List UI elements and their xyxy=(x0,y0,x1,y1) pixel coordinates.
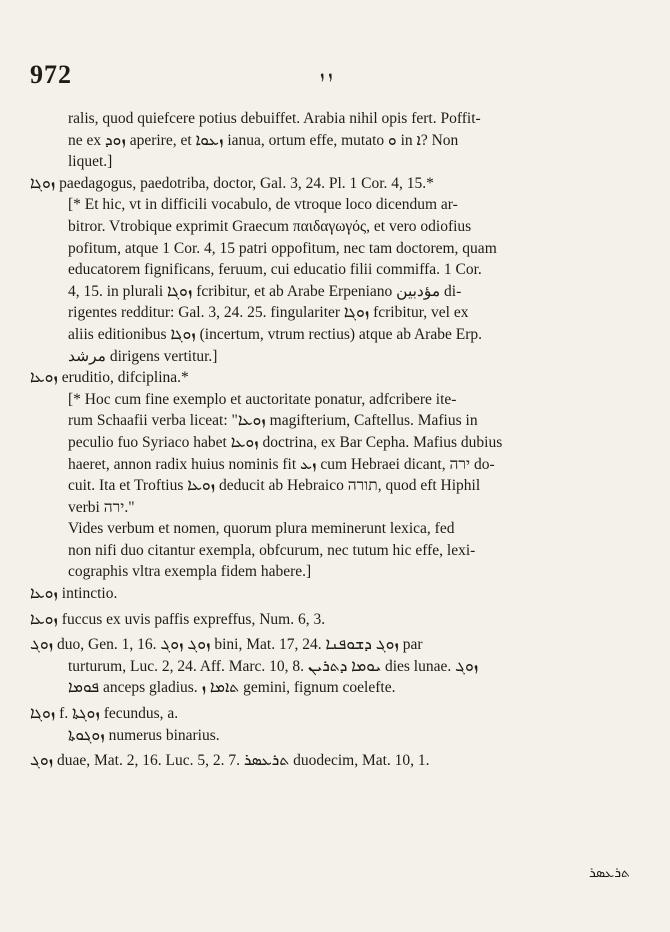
text-line: rum Schaafii verba liceat: "ܙܘܥܐ magifterium, Caftellus. Mafius in xyxy=(68,412,478,430)
page-number: 972 xyxy=(30,60,72,89)
text-line: ne ex ܙܘܕ aperire, et ܙܥܘܐ ianua, ortum effe, mutato ܘ in ܐ? Non xyxy=(68,131,459,149)
lexicon-entry: ܙܘܓܐ f. ܙܘܓܬܐ fecundus, a. xyxy=(30,705,179,723)
note-line: [* Et hic, vt in difficili vocabulo, de vtroque loco dicendum ar- xyxy=(68,196,458,214)
text-line: مرشد dirigens vertitur.] xyxy=(68,347,218,365)
text-line: aliis editionibus ܙܘܓܐ (incertum, vtrum rectius) atque ab Arabe Erp. xyxy=(68,325,482,343)
running-head: ܙ ܙ xyxy=(320,67,333,83)
note-line: [* Hoc cum fine exemplo et auctoritate ponatur, adfcribere ite- xyxy=(68,390,457,408)
text-line: bitror. Vtrobique exprimit Graecum παιδαγωγός, et vero odiofius xyxy=(68,217,472,235)
lexicon-entry: ܙܘܓ duo, Gen. 1, 16. ܙܘܓ ܙܘܓ bini, Mat. 17, 24. ܙܘܓ ܕܫܘܦܢܐ par xyxy=(30,636,423,654)
text-line: pofitum, atque 1 Cor. 4, 15 patri oppofitum, nec tam doctorem, quam xyxy=(68,239,497,257)
text-line: ralis, quod quiefcere potius debuiffet. Arabia nihil opis fert. Poffit- xyxy=(68,110,481,127)
text-line: educatorem fignificans, feruum, cui educatio filii commiffa. 1 Cor. xyxy=(68,261,482,279)
text-line: cuit. Ita et Troftius ܙܘܥܐ deducit ab Hebraico תורה, quod eft Hiphil xyxy=(68,477,481,495)
text-line: cographis vltra exempla fidem habere.] xyxy=(68,563,312,581)
lexicon-entry: ܙܘܓܐ paedagogus, paedotriba, doctor, Gal. 3, 24. Pl. 1 Cor. 4, 15.* xyxy=(30,174,434,192)
text-line: liquet.] xyxy=(68,153,113,171)
text-line: non nifi duo citantur exempla, obfcurum, nec tutum hic effe, lexi- xyxy=(68,541,476,559)
lexicon-entry: ܙܘܥܐ intinctio. xyxy=(30,585,118,603)
text-line: ܙܘܓܘܬܐ numerus binarius. xyxy=(68,726,220,744)
text-line: 4, 15. in plurali ܙܘܓܐ fcribitur, et ab Arabe Erpeniano مؤدبين di- xyxy=(68,282,462,300)
note-line: Vides verbum et nomen, quorum plura meminerunt lexica, fed xyxy=(68,520,455,538)
text-line: turturum, Luc. 2, 24. Aff. Marc. 10, 8. ܝܘܡܐ ܕܬܪܝܢ dies lunae. ܙܘܓ xyxy=(68,657,479,675)
document-body xyxy=(30,108,642,772)
text-line: haeret, annon radix huius nominis fit ܙܥ cum Hebraei dicant, ירה do- xyxy=(68,455,495,473)
text-line: peculio fuo Syriaco habet ܙܘܥܐ doctrina, ex Bar Cepha. Mafius dubius xyxy=(68,433,503,451)
text-line: rigentes redditur: Gal. 3, 24. 25. fingulariter ܙܘܓܐ fcribitur, vel ex xyxy=(68,304,469,322)
lexicon-entry: ܙܘܓ duae, Mat. 2, 16. Luc. 5, 2. 7. ܬܪܥܣܪ duodecim, Mat. 10, 1. xyxy=(30,752,430,770)
text-line: verbi ירה." xyxy=(68,498,135,516)
lexicon-entry: ܙܘܥܐ fuccus ex uvis paffis expreffus, Num. 6, 3. xyxy=(30,610,326,628)
lexicon-entry: ܙܘܥܐ eruditio, difciplina.* xyxy=(30,369,189,387)
catchword: ܬܪܥܣܪ xyxy=(589,866,630,881)
text-line: ܦܘܡܐ anceps gladius. ܬܐܡܐ ܙ gemini, fignum coelefte. xyxy=(68,679,396,697)
